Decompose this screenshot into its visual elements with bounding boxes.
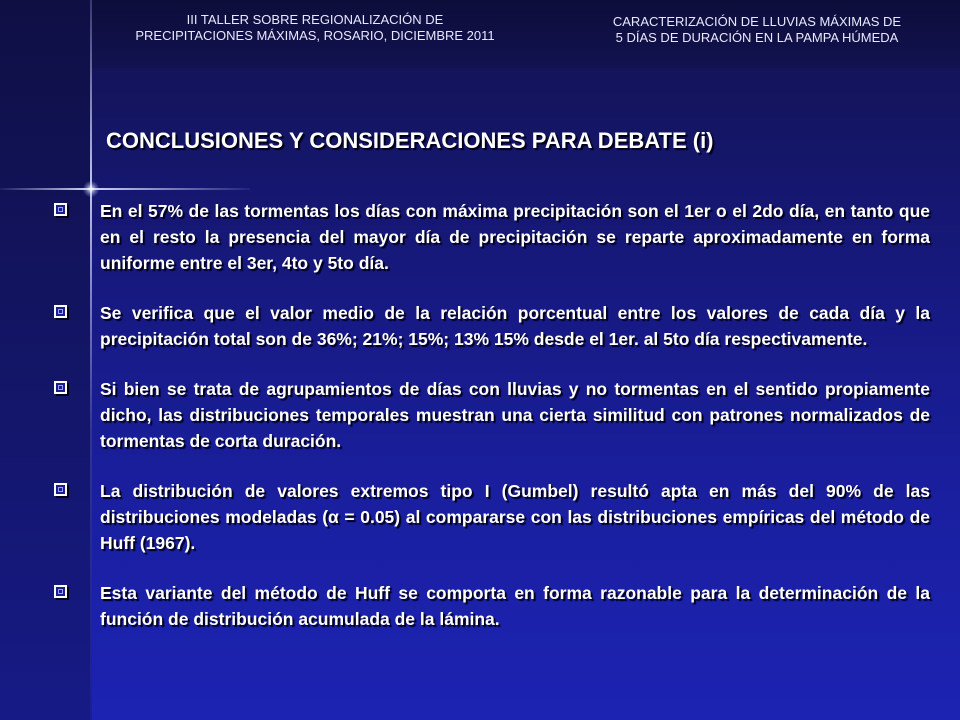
header-right-line1: CARACTERIZACIÓN DE LLUVIAS MÁXIMAS DE xyxy=(612,14,902,29)
checkbox-bullet-icon xyxy=(54,305,67,318)
header-left-line2: PRECIPITACIONES MÁXIMAS, ROSARIO, DICIEMBRE 2011 xyxy=(135,28,495,43)
slide-title: CONCLUSIONES Y CONSIDERACIONES PARA DEBATE (i) xyxy=(106,128,714,153)
header-left xyxy=(100,12,530,44)
header-right xyxy=(576,14,938,46)
bullet-text: Si bien se trata de agrupamientos de días con lluvias y no tormentas en el sentido propiamente dicho, las distribuciones temporales muestran una cierta similitud con patrones normalizados de tormentas de corta duración. xyxy=(100,379,930,451)
bullet-item xyxy=(54,580,930,632)
header-right-line2: 5 DÍAS DE DURACIÓN EN LA PAMPA HÚMEDA xyxy=(615,30,899,45)
bullet-text: Esta variante del método de Huff se comporta en forma razonable para la determinación de la función de distribución acumulada de la lámina. xyxy=(100,583,930,629)
checkbox-bullet-icon xyxy=(54,381,67,394)
header-left-line1: III TALLER SOBRE REGIONALIZACIÓN DE xyxy=(186,12,444,27)
decorative-sparkle xyxy=(83,181,99,197)
bullet-list xyxy=(54,198,930,656)
bullet-text: La distribución de valores extremos tipo I (Gumbel) resultó apta en más del 90% de las distribuciones modeladas (α = 0.05) al compararse con las distribuciones empíricas del método de Huff (1967). xyxy=(100,481,930,553)
decorative-horizontal-line xyxy=(0,188,250,190)
checkbox-bullet-icon xyxy=(54,585,67,598)
checkbox-bullet-icon xyxy=(54,483,67,496)
bullet-text: Se verifica que el valor medio de la relación porcentual entre los valores de cada día y la precipitación total son de 36%; 21%; 15%; 13% 15% desde el 1er. al 5to día respectivamente. xyxy=(100,303,930,349)
bullet-item xyxy=(54,198,930,276)
bullet-item xyxy=(54,300,930,352)
bullet-item xyxy=(54,478,930,556)
bullet-item xyxy=(54,376,930,454)
bullet-text: En el 57% de las tormentas los días con máxima precipitación son el 1er o el 2do día, en tanto que en el resto la presencia del mayor día de precipitación se reparte aproximadamente en forma uniforme entre el 3er, 4to y 5to día. xyxy=(100,201,930,273)
checkbox-bullet-icon xyxy=(54,203,67,216)
